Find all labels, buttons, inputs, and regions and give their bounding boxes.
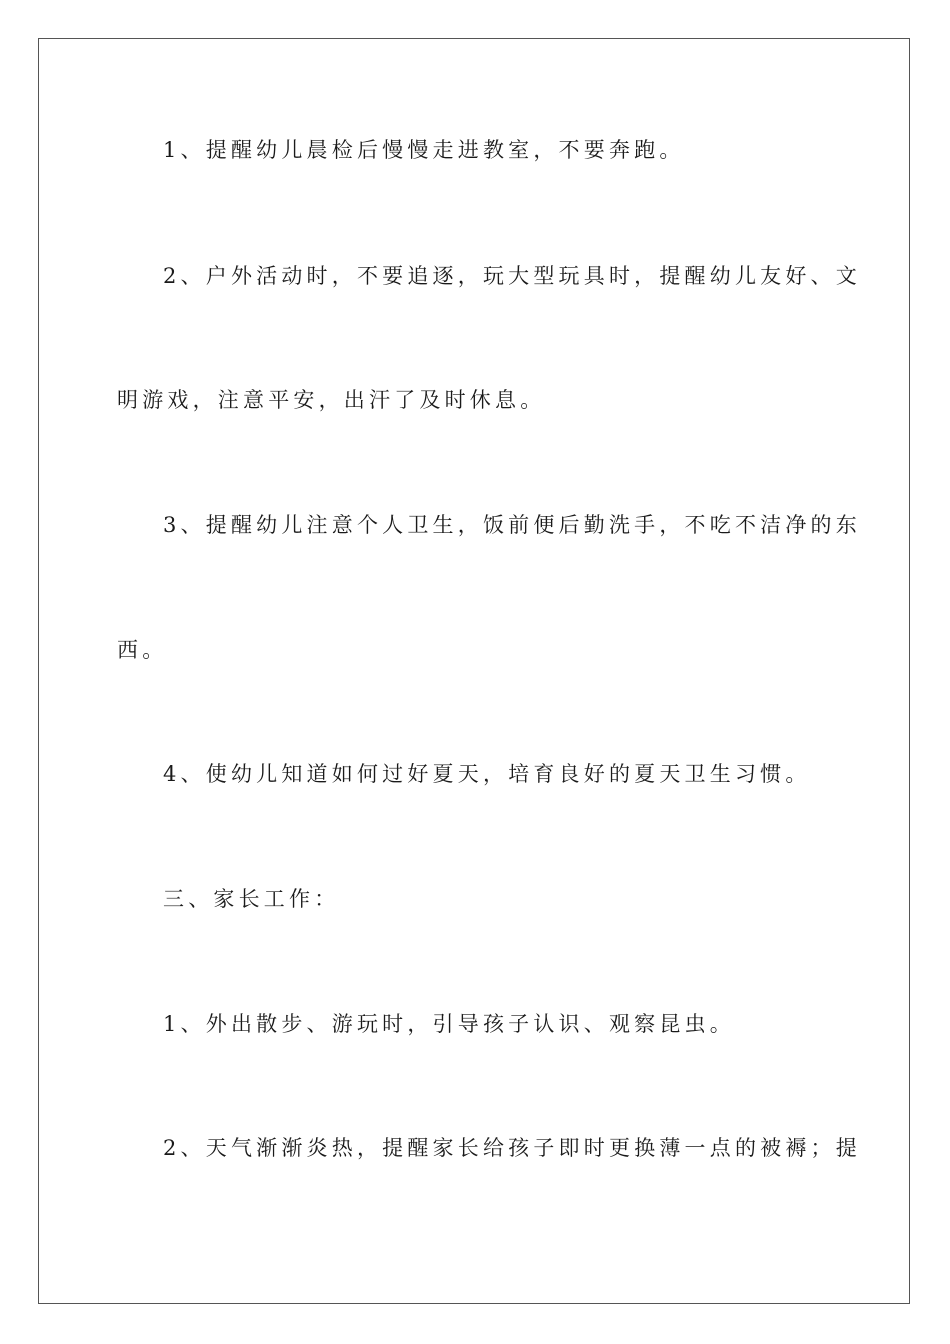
- paragraph-line: 2、天气渐渐炎热，提醒家长给孩子即时更换薄一点的被褥；提: [163, 1136, 861, 1160]
- section-heading: 三、家长工作：: [163, 887, 340, 911]
- paragraph-line: 3、提醒幼儿注意个人卫生，饭前便后勤洗手，不吃不洁净的东: [163, 513, 861, 537]
- paragraph-line: 1、外出散步、游玩时，引导孩子认识、观察昆虫。: [163, 1012, 735, 1036]
- paragraph-line: 明游戏，注意平安，出汗了及时休息。: [117, 388, 546, 412]
- page-border: [38, 38, 910, 1304]
- paragraph-line: 4、使幼儿知道如何过好夏天，培育良好的夏天卫生习惯。: [163, 762, 811, 786]
- paragraph-line: 西。: [117, 638, 168, 662]
- paragraph-line: 2、户外活动时，不要追逐，玩大型玩具时，提醒幼儿友好、文: [163, 264, 861, 288]
- paragraph-line: 1、提醒幼儿晨检后慢慢走进教室，不要奔跑。: [163, 138, 685, 162]
